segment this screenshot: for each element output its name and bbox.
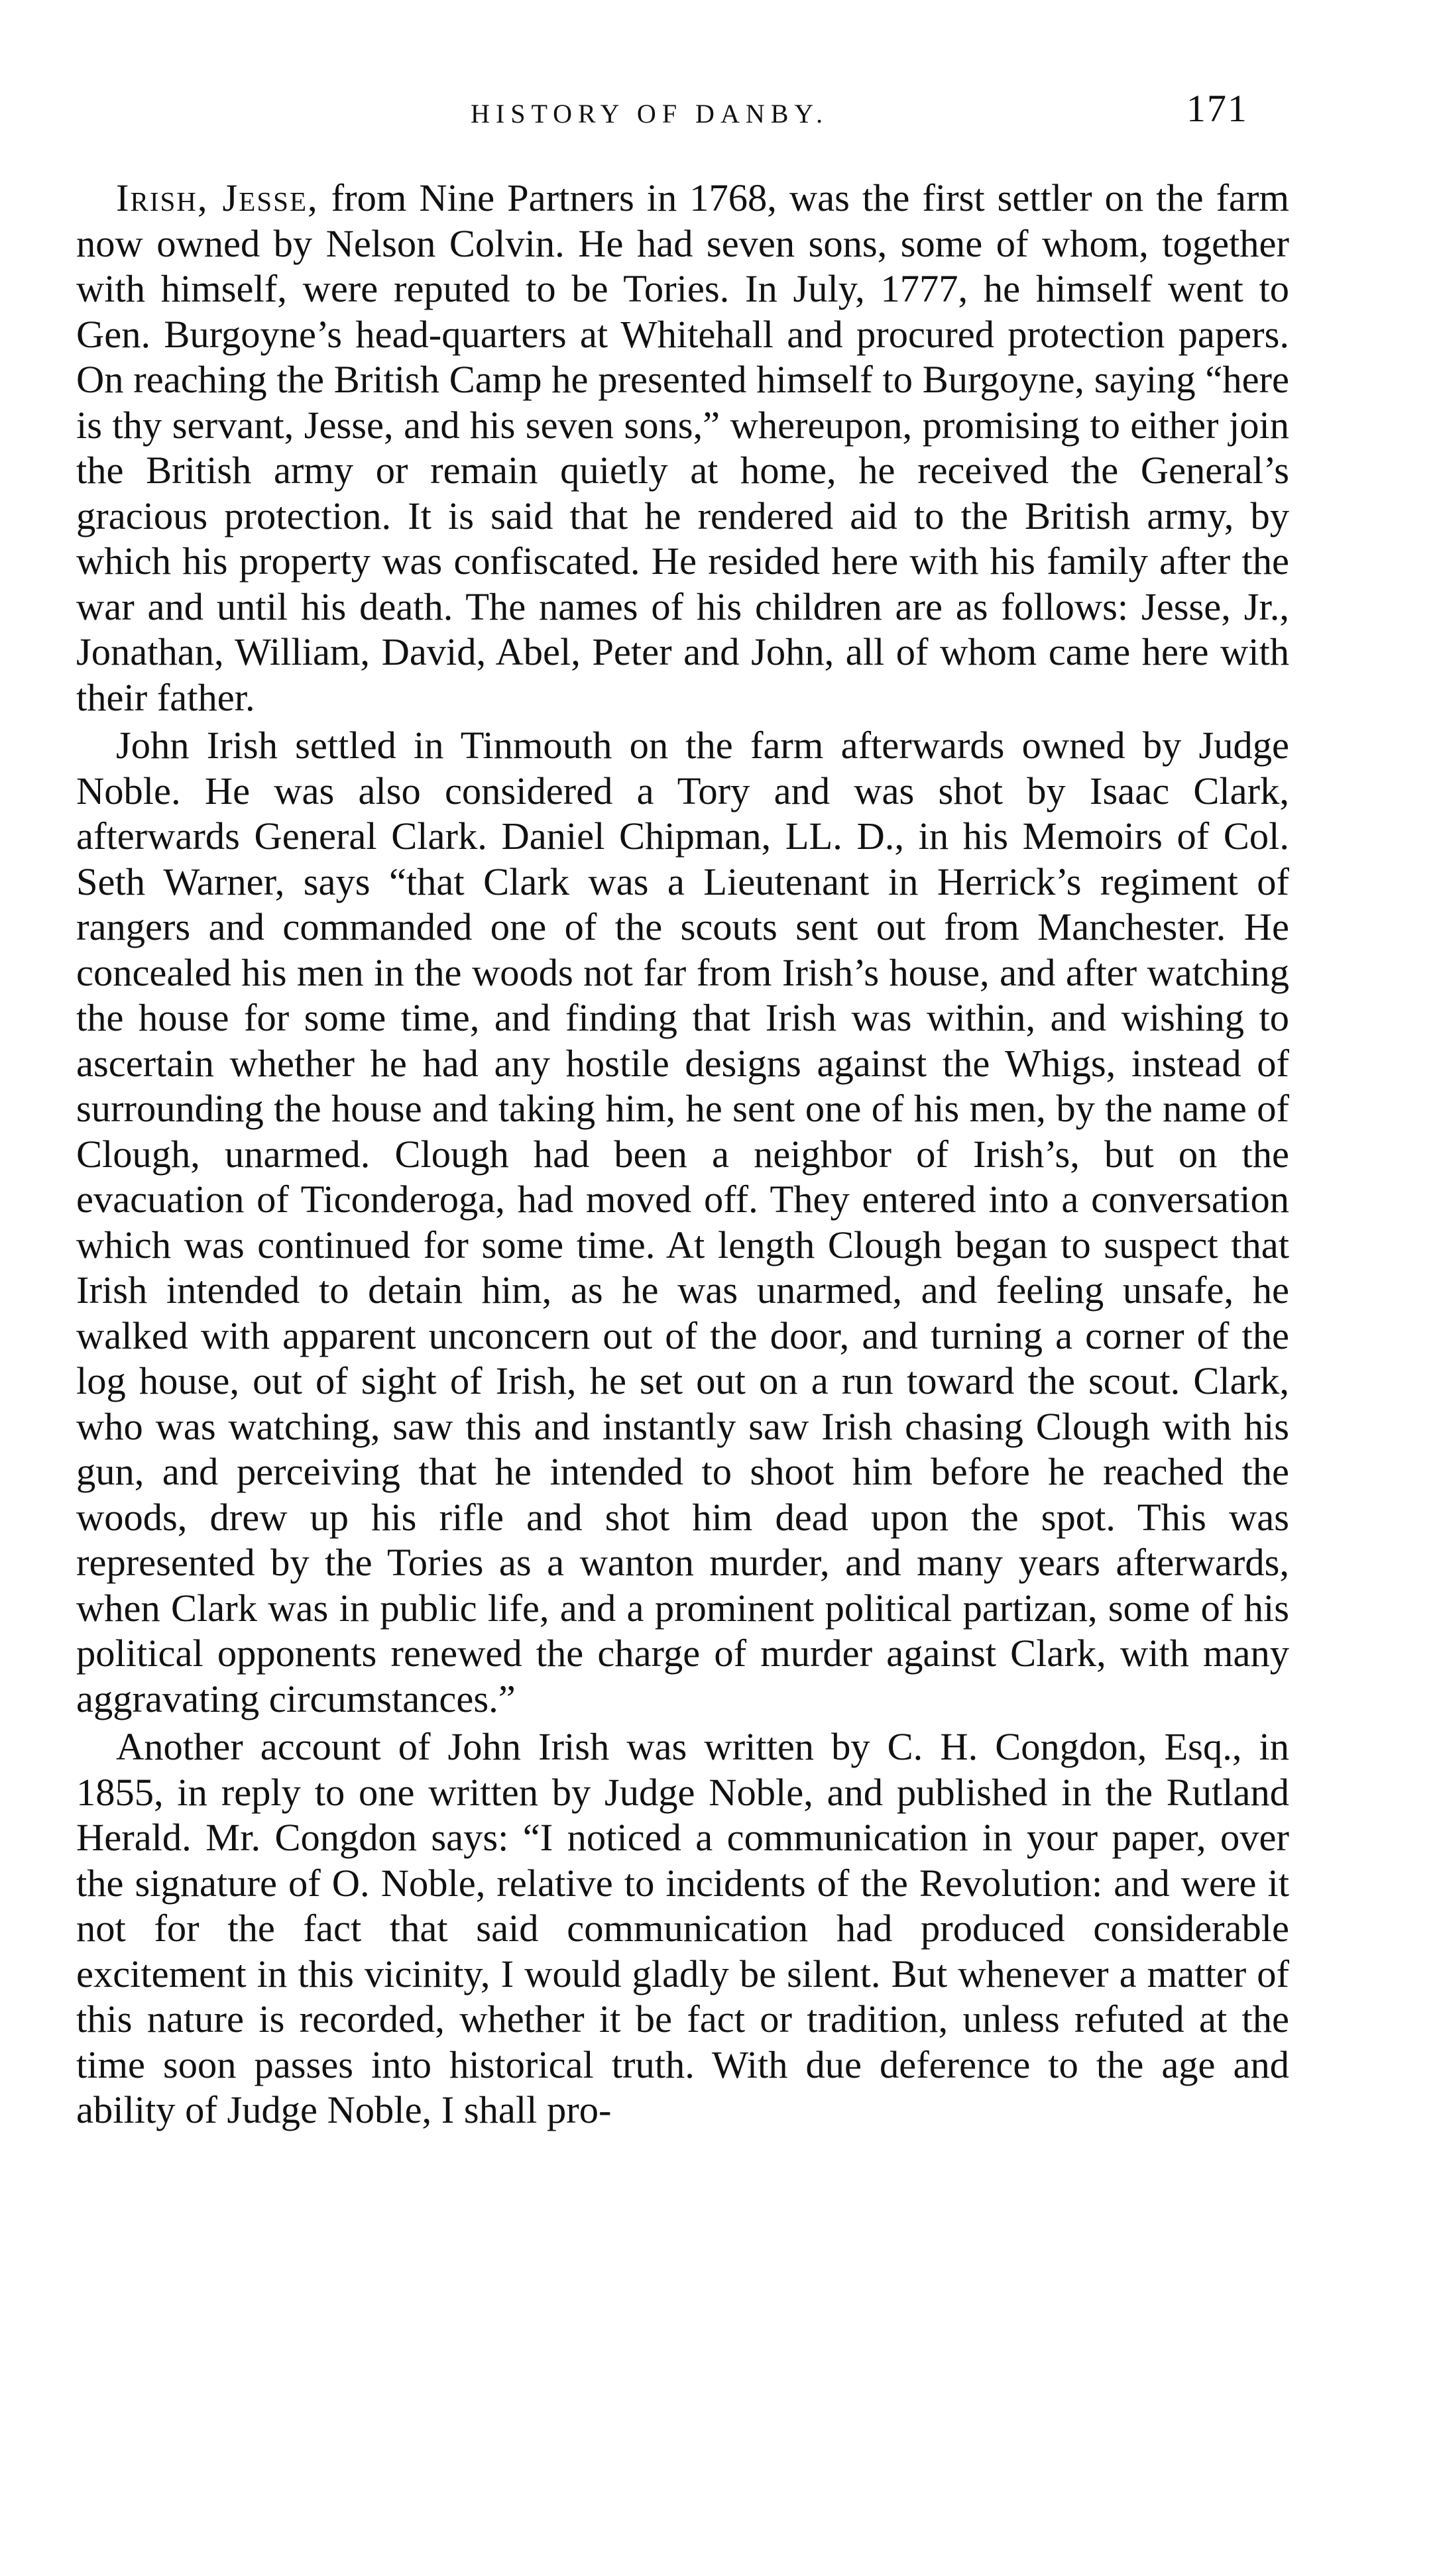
body-text — [76, 176, 1289, 2133]
paragraph-jesse-irish — [76, 176, 1289, 720]
paragraph-congdon-account: Another account of John Irish was written by C. H. Congdon, Esq., in 1855, in reply to one written by Judge Noble, and published in the Rutland Herald. Mr. Congdon says: “I noticed a communication in your paper, over the signature of O. Noble, relative to incidents of the Revolution: and were it not for the fact that said communication had produced considerable excitement in this vicinity, I would gladly be silent. But whenever a matter of this nature is recorded, whether it be fact or tradition, unless refuted at the time soon passes into historical truth. With due deference to the age and ability of Judge Noble, I shall pro- — [76, 1725, 1289, 2131]
paragraph-john-irish: John Irish settled in Tinmouth on the farm afterwards owned by Judge Noble. He was also considered a Tory and was shot by Isaac Clark, afterwards General Clark. Daniel Chipman, LL. D., in his Memoirs of Col. Seth Warner, says “that Clark was a Lieutenant in Herrick’s regiment of rangers and commanded one of the scouts sent out from Manchester. He concealed his men in the woods not far from Irish’s house, and after watching the house for some time, and finding that Irish was within, and wishing to ascertain whether he had any hostile designs against the Whigs, instead of surrounding the house and taking him, he sent one of his men, by the name of Clough, unarmed. Clough had been a neighbor of Irish’s, but on the evacuation of Ticonderoga, had moved off. They entered into a conversation which was continued for some time. At length Clough began to suspect that Irish intended to detain him, as he was unarmed, and feeling unsafe, he walked with apparent unconcern out of the door, and turning a corner of the log house, out of sight of Irish, he set out on a run toward the scout. Clark, who was watching, saw this and instantly saw Irish chasing Clough with his gun, and perceiving that he intended to shoot him before he reached the woods, drew up his rifle and shot him dead upon the spot. This was represented by the Tories as a wanton murder, and many years afterwards, when Clark was in public life, and a prominent political partizan, some of his political opponents renewed the charge of murder against Clark, with many aggravating circumstances.” — [76, 724, 1289, 1720]
page-number: 171 — [1186, 87, 1248, 130]
paragraph-text: from Nine Partners in 1768, was the first settler on the farm now owned by Nelson Colvin. He had seven sons, some of whom, together with himself, were reputed to be Tories. In July, 1777, he himself went to Gen. Burgoyne’s head-quarters at Whitehall and procured protection papers. On reaching the British Camp he presented himself to Burgoyne, saying “here is thy servant, Jesse, and his seven sons,” whereupon, promising to either join the British army or remain quietly at home, he received the General’s gracious protection. It is said that he rendered aid to the British army, by which his property was confiscated. He resided here with his family after the war and until his death. The names of his children are as follows: Jesse, Jr., Jonathan, William, David, Abel, Peter and John, all of whom came here with their father. — [76, 176, 1289, 719]
running-head-title: HISTORY OF DANBY. — [471, 99, 829, 129]
running-head — [0, 86, 1437, 139]
entry-heading: Irish, Jesse, — [116, 176, 319, 219]
